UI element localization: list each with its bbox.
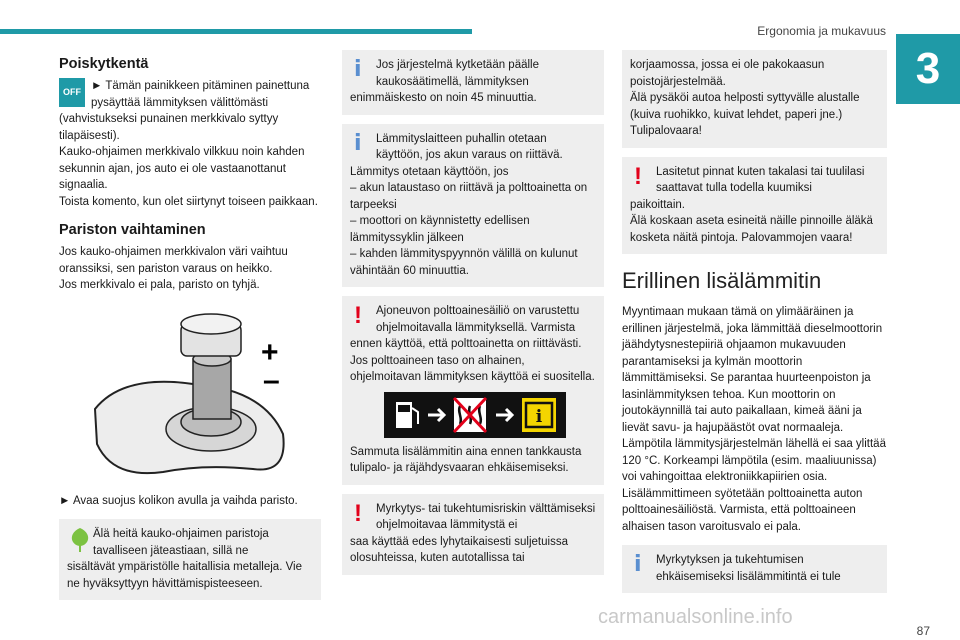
warning-icon: !: [634, 162, 642, 190]
eco-note-box: [59, 519, 321, 600]
chapter-number-tab: 3: [896, 34, 960, 104]
box-continued: korjaamossa, jossa ei ole pakokaasun poistojärjestelmää. Älä pysäköi autoa helposti syttyvälle alustalle (kuiva ruohikko, kuivat lehdet, paperi jne.) Tulipalovaara!: [622, 50, 887, 148]
step-open-cover: ► Avaa suojus kolikon avulla ja vaihda paristo.: [59, 494, 298, 507]
plus-icon: +: [261, 335, 279, 369]
column-1: [59, 50, 321, 609]
warning-box-hot-glass: ! Lasitetut pinnat kuten takalasi tai tuulilasi saattavat tulla todella kuumiksi paikoittain. Älä koskaan aseta esineitä näille pinnoille äläkä kosketa näitä pintoja. Palovammojen vaara!: [622, 157, 887, 255]
warning-icon: !: [354, 302, 362, 329]
info-box-conditions: i Lämmityslaitteen puhallin otetaan käyttöön, jos akun varaus on riittävä. Lämmitys otetaan käyttöön, jos – akun lataustaso on riittävä ja polttoainetta on tarpeeksi – moottori on käynnistetty edellisen lämmityssyklin jälkeen – kahden lämmityspyynnön välillä on kulunut vähintään 60 minuuttia.: [342, 124, 604, 288]
warning-box-fuel: ! Ajoneuvon polttoainesäiliö on varustettu ohjelmoitavalla lämmityksellä. Varmista ennen käyttöä, että polttoainetta on riittävästi. Jos polttoaineen taso on alhainen, ohjelmoitavan lämmityksen käyttöä ei suositella. i Sammuta lisälämmitin aina ennen tankkausta tulipalo- ja räjähdysvaaran ehkäisemiseksi.: [342, 296, 604, 485]
remote-battery-illustration: [83, 304, 303, 482]
eco-note-rest: sisältävät ympäristölle haitallisia metalleja. Vie ne hyväksyttyyn hävittämispisteeseen.: [67, 561, 303, 590]
off-button-icon: OFF: [59, 78, 85, 107]
heading-off: Poiskytkentä: [59, 56, 149, 72]
warning-icon: !: [354, 499, 362, 527]
warning-box-poisoning: ! Myrkytys- tai tukehtumisriskin välttämiseksi ohjelmoitavaa lämmitystä ei saa käyttää edes lyhytaikaisesti suljetuissa olosuhteissa, kuten autotallissa tai: [342, 494, 604, 575]
heading-additional-heater: Erillinen lisälämmitin: [622, 268, 822, 293]
off-paragraph: OFF ► Tämän painikkeen pitäminen painettuna pysäyttää lämmityksen välittömästi (vahvistukseksi punainen merkkivalo syttyy tilapäisesti). Kauko-ohjaimen merkkivalo vilkkuu noin kahden sekunnin ajan, jos auto ei ole vastaanottanut signaalia. Toista komento, kun olet siirtynyt toiseen paikkaan.: [59, 80, 318, 208]
watermark: carmanualsonline.info: [598, 606, 793, 628]
heater-paragraph-3: Lisälämmittimeen syötetään polttoainetta auton polttoainesäiliöstä. Varmista, että polttoaineen alhaisen tason varoitusvalo ei pala.: [622, 487, 863, 533]
svg-text:i: i: [535, 406, 543, 427]
page-number: 87: [916, 624, 930, 638]
eco-note-lead: Älä heitä kauko-ohjaimen paristoja tavalliseen jäteastiaan, sillä ne: [93, 528, 269, 557]
heater-paragraph-1: Myyntimaan mukaan tämä on ylimääräinen ja erillinen järjestelmä, joka lämmittää dieselmoottorin jäähdytysnestepiiriä ohjaamon mukavuuden parantamiseksi ja kylmän moottorin lämmittämiseksi. Se parantaa huurteenpoiston ja lasinlämmityksen tehoa. Kun moottorin on joutokäynnillä tai auto paikallaan, kimeä ääni ja lievät savu- ja hajupäästöt ovat normaaleja.: [622, 306, 883, 434]
info-box-poisoning: i Myrkytyksen ja tukehtumisen ehkäisemiseksi lisälämmitintä ei tule: [622, 545, 887, 593]
info-icon: i: [354, 57, 362, 82]
info-icon: i: [634, 552, 642, 577]
heading-battery: Pariston vaihtaminen: [59, 222, 206, 238]
top-accent-bar: [0, 29, 472, 34]
minus-icon: –: [263, 363, 280, 397]
column-2: [342, 50, 604, 584]
battery-paragraph: Jos kauko-ohjaimen merkkivalon väri vaihtuu oranssiksi, sen pariston varaus on heikko. Jos merkkivalo ei pala, paristo on tyhjä.: [59, 246, 288, 291]
column-3: [622, 50, 887, 602]
refuel-warning-symbols: [384, 392, 566, 438]
info-box-duration: i Jos järjestelmä kytketään päälle kaukosäätimellä, lämmityksen enimmäiskesto on noin 45 minuuttia.: [342, 50, 604, 115]
info-icon: i: [354, 130, 362, 156]
section-title: Ergonomia ja mukavuus: [757, 24, 886, 38]
heater-paragraph-2: Lämpötila lämmitysjärjestelmän lähellä ei saa ylittää 120 °C. Korkeampi lämpötila (esim. maaliuunissa) voi vahingoittaa elektroniikkapiirien osia.: [622, 438, 886, 483]
eco-leaf-icon: [69, 527, 91, 553]
